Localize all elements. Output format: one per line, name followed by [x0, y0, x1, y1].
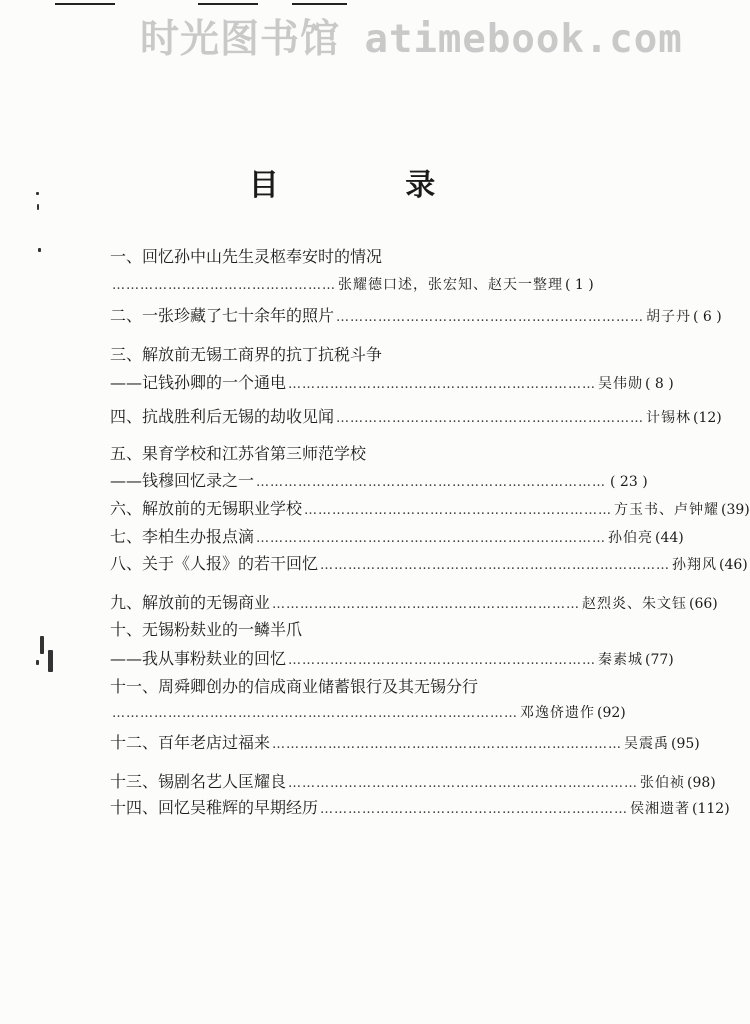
scan-speck: [36, 660, 39, 665]
toc-entry: [110, 342, 590, 368]
toc-entry: [110, 646, 674, 672]
toc-entry: [110, 590, 718, 616]
dot-leader: …………………………………………………………: [336, 310, 645, 325]
toc-entry: [110, 370, 674, 396]
toc-title: 二、一张珍藏了七十余年的照片: [110, 306, 335, 325]
watermark: 时光图书馆 atimebook.com: [140, 17, 683, 62]
scan-speck: [48, 650, 53, 672]
toc-title: ——钱穆回忆录之一: [110, 471, 255, 490]
toc-author: 吴伟勋: [598, 376, 644, 392]
toc-page: (92): [597, 705, 626, 721]
toc-page: (95): [671, 736, 700, 752]
dot-leader: …………………………………………………………: [288, 653, 597, 668]
toc-title: 三、解放前无锡工商界的抗丁抗税斗争: [110, 345, 383, 364]
toc-entry: [110, 524, 684, 550]
scan-speck: [37, 204, 39, 210]
toc-entry: [110, 468, 648, 494]
dot-leader: …………………………………………………………: [304, 503, 613, 518]
toc-author: 吴震禹: [624, 736, 670, 752]
toc-entry: [110, 303, 722, 329]
toc-page: ( 1 ): [565, 277, 594, 293]
toc-author: 赵烈炎、朱文钰: [582, 596, 688, 612]
toc-page: (98): [687, 775, 716, 791]
toc-entry: [110, 702, 626, 728]
page-title: 目 录: [248, 168, 494, 203]
dot-leader: …………………………………………: [112, 278, 336, 293]
toc-author: 张伯祯: [640, 775, 686, 791]
toc-entry: [110, 496, 750, 522]
toc-entry: [110, 795, 730, 821]
dot-leader: …………………………………………………………………: [256, 475, 607, 490]
dot-leader: …………………………………………………………………: [256, 531, 607, 546]
toc-entry: [110, 617, 590, 643]
toc-title: 十三、锡剧名艺人匡耀良: [110, 772, 287, 791]
toc-title: 七、李柏生办报点滴: [110, 527, 255, 546]
toc-author: 胡子丹: [646, 309, 692, 325]
toc-page: (12): [693, 410, 722, 426]
top-rule-3: [292, 3, 347, 5]
toc-author: 方玉书、卢钟耀: [614, 502, 720, 518]
toc-title: 八、关于《人报》的若干回忆: [110, 554, 319, 573]
toc-page: ( 6 ): [693, 309, 722, 325]
toc-author: 邓逸侪遗作: [520, 705, 595, 721]
scan-speck: [38, 248, 41, 252]
toc-title: 十四、回忆吴稚辉的早期经历: [110, 798, 319, 817]
toc-title: 六、解放前的无锡职业学校: [110, 499, 303, 518]
toc-page: ( 8 ): [645, 376, 674, 392]
toc-entry: [110, 244, 590, 270]
toc-title: 一、回忆孙中山先生灵柩奉安时的情况: [110, 247, 383, 266]
toc-entry: [110, 441, 590, 467]
dot-leader: …………………………………………………………: [272, 597, 581, 612]
toc-author: 计锡林: [646, 410, 692, 426]
toc-entry: [110, 274, 594, 300]
toc-author: 孙伯亮: [608, 530, 654, 546]
toc-entry: [110, 551, 748, 577]
toc-page: (112): [692, 801, 730, 817]
toc-page: (46): [719, 557, 748, 573]
toc-page: (39): [721, 502, 750, 518]
toc-entry: [110, 769, 716, 795]
toc-title: 九、解放前的无锡商业: [110, 593, 271, 612]
scan-speck: [36, 192, 39, 195]
toc-page: (44): [655, 530, 684, 546]
toc-author: 孙翔风: [672, 557, 718, 573]
dot-leader: …………………………………………………………………: [320, 558, 671, 573]
toc-title: 十一、周舜卿创办的信成商业储蓄银行及其无锡分行: [110, 677, 479, 696]
toc-author: 张耀德口述，张宏知、赵天一整理: [338, 277, 563, 293]
toc-page: ( 23 ): [610, 474, 648, 490]
toc-title: 十二、百年老店过福来: [110, 733, 271, 752]
dot-leader: ……………………………………………………………………………: [112, 706, 518, 721]
top-rule-1: [55, 3, 115, 5]
dot-leader: …………………………………………………………: [320, 802, 629, 817]
toc-title: 十、无锡粉麸业的一鳞半爪: [110, 620, 303, 639]
toc-title: 四、抗战胜利后无锡的劫收见闻: [110, 407, 335, 426]
dot-leader: …………………………………………………………………: [288, 776, 639, 791]
toc-entry: [110, 404, 722, 430]
scan-speck: [40, 636, 44, 654]
dot-leader: …………………………………………………………: [336, 411, 645, 426]
toc-entry: [110, 730, 700, 756]
toc-title: ——记钱孙卿的一个通电: [110, 373, 287, 392]
toc-page: (66): [689, 596, 718, 612]
toc-title: ——我从事粉麸业的回忆: [110, 649, 287, 668]
toc-title: 五、果育学校和江苏省第三师范学校: [110, 444, 367, 463]
dot-leader: …………………………………………………………………: [272, 737, 623, 752]
toc-entry: [110, 674, 590, 700]
dot-leader: …………………………………………………………: [288, 377, 597, 392]
toc-author: 侯湘遗著: [630, 801, 691, 817]
top-rule-2: [198, 3, 258, 5]
toc-author: 秦素城: [598, 652, 644, 668]
toc-page: (77): [645, 652, 674, 668]
